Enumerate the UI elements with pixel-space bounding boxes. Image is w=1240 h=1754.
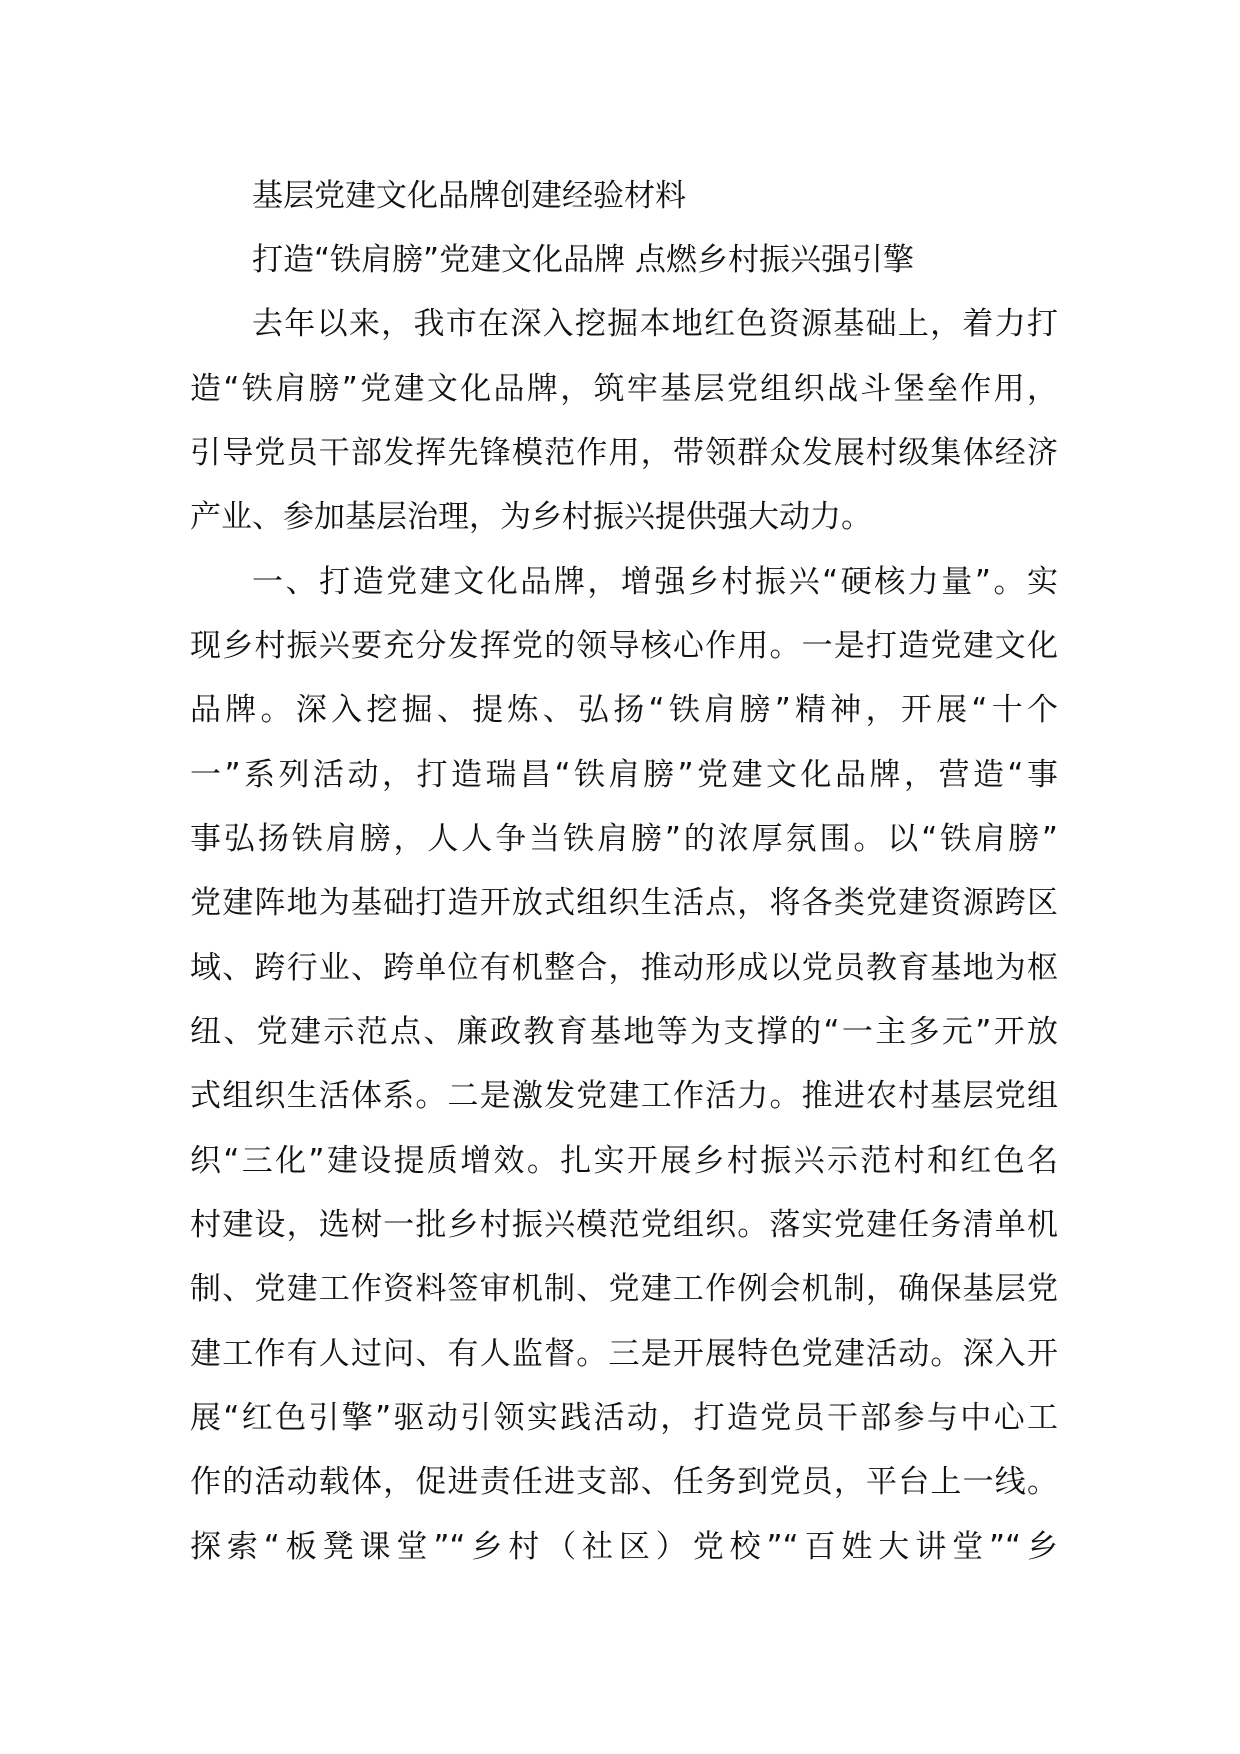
text-line: 品牌。深入挖掘、提炼、弘扬“铁肩膀”精神，开展“十个 [190, 692, 1058, 728]
text-line: 一、打造党建文化品牌，增强乡村振兴“硬核力量”。实 [252, 564, 1058, 600]
document-subtitle: 打造“铁肩膀”党建文化品牌 点燃乡村振兴强引擎 [252, 242, 914, 278]
text-line: 展“红色引擎”驱动引领实践活动，打造党员干部参与中心工 [190, 1400, 1058, 1436]
text-line: 事弘扬铁肩膀，人人争当铁肩膀”的浓厚氛围。以“铁肩膀” [190, 821, 1058, 857]
text-line: 探索“板凳课堂”“乡村（社区）党校”“百姓大讲堂”“乡 [190, 1529, 1058, 1565]
text-line: 域、跨行业、跨单位有机整合，推动形成以党员教育基地为枢 [190, 950, 1058, 986]
text-line: 作的活动载体，促进责任进支部、任务到党员，平台上一线。 [190, 1464, 1058, 1500]
document-title: 基层党建文化品牌创建经验材料 [252, 178, 686, 214]
text-line: 式组织生活体系。二是激发党建工作活力。推进农村基层党组 [190, 1078, 1058, 1114]
text-line: 产业、参加基层治理，为乡村振兴提供强大动力。 [190, 499, 872, 535]
text-line: 村建设，选树一批乡村振兴模范党组织。落实党建任务清单机 [190, 1207, 1058, 1243]
text-line: 党建阵地为基础打造开放式组织生活点，将各类党建资源跨区 [190, 885, 1058, 921]
text-line: 织“三化”建设提质增效。扎实开展乡村振兴示范村和红色名 [190, 1143, 1058, 1179]
text-line: 引导党员干部发挥先锋模范作用，带领群众发展村级集体经济 [190, 435, 1058, 471]
text-line: 去年以来，我市在深入挖掘本地红色资源基础上，着力打 [252, 306, 1058, 342]
text-line: 造“铁肩膀”党建文化品牌，筑牢基层党组织战斗堡垒作用， [190, 371, 1058, 407]
text-line: 一”系列活动，打造瑞昌“铁肩膀”党建文化品牌，营造“事 [190, 757, 1058, 793]
text-line: 制、党建工作资料签审机制、党建工作例会机制，确保基层党 [190, 1271, 1058, 1307]
text-line: 建工作有人过问、有人监督。三是开展特色党建活动。深入开 [190, 1336, 1058, 1372]
text-line: 纽、党建示范点、廉政教育基地等为支撑的“一主多元”开放 [190, 1014, 1058, 1050]
text-line: 现乡村振兴要充分发挥党的领导核心作用。一是打造党建文化 [190, 628, 1058, 664]
